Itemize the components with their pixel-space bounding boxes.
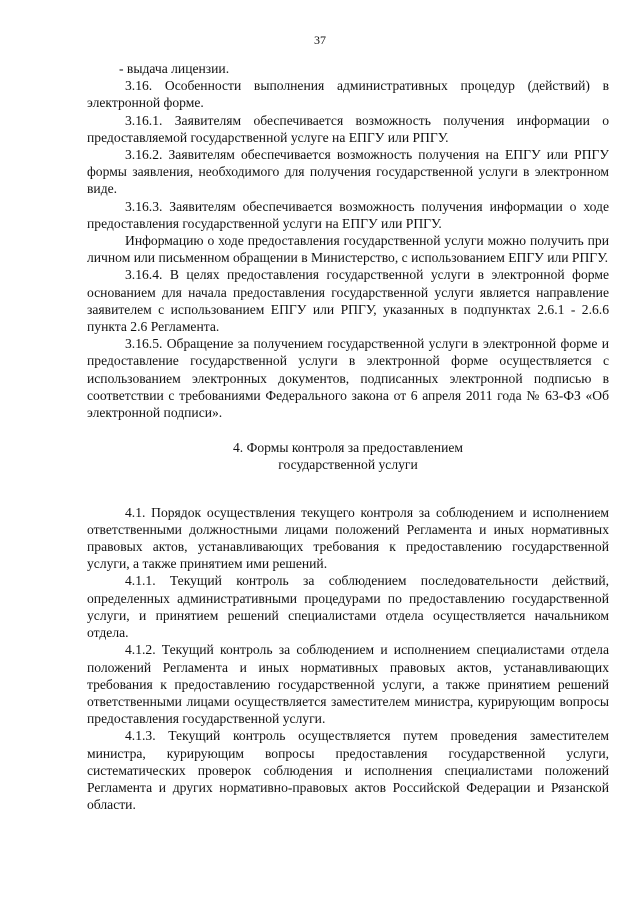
page-number: 37 (314, 33, 326, 47)
section-heading-line: государственной услуги (278, 457, 418, 473)
paragraph: - выдача лицензии. (119, 61, 230, 76)
paragraph: 4.1. Порядок осуществления текущего контроля за соблюдением и исполнением ответственными должностными лицами положений Регламента и иных нормативных правовых актов, устанавливающих требования к предоставлению государственной услуги, а также принятием ими решений. (87, 504, 609, 572)
document-body (87, 60, 609, 813)
section-heading (87, 439, 609, 473)
paragraph: 3.16.4. В целях предоставления государственной услуги в электронной форме основанием для начала предоставления государственной услуги является направление заявителем с использованием ЕПГУ или РПГУ, указанных в подпунктах 2.6.1 - 2.6.6 пункта 2.6 Регламента. (87, 267, 609, 335)
paragraph: 4.1.2. Текущий контроль за соблюдением и исполнением специалистами отдела положений Регламента и иных нормативных правовых актов, устанавливающих требования к предоставлению государственной услуги, а также принятием решений ответственными лицами осуществляется заместителем министра, курирующим вопросы предоставления государственной услуги. (87, 642, 609, 727)
section-heading-line: 4. Формы контроля за предоставлением (233, 440, 463, 456)
paragraph: 3.16.2. Заявителям обеспечивается возможность получения на ЕПГУ или РПГУ формы заявления, необходимого для получения государственной услуги в электронном виде. (87, 147, 609, 197)
paragraph: 4.1.3. Текущий контроль осуществляется путем проведения заместителем министра, курирующим вопросы предоставления государственной услуги, систематических проверок соблюдения и исполнения специалистами положений Регламента и других нормативно-правовых актов Российской Федерации и Рязанской области. (87, 728, 609, 813)
paragraph: 4.1.1. Текущий контроль за соблюдением последовательности действий, определенных административными процедурами по предоставлению государственной услуги, и принятием решений специалистами отдела осуществляется начальником отдела. (87, 573, 609, 641)
paragraph: 3.16.3. Заявителям обеспечивается возможность получения информации о ходе предоставления государственной услуги на ЕПГУ или РПГУ. (87, 198, 609, 231)
paragraph: 3.16.1. Заявителям обеспечивается возможность получения информации о предоставляемой государственной услуге на ЕПГУ или РПГУ. (87, 112, 609, 145)
paragraph: 3.16. Особенности выполнения административных процедур (действий) в электронной форме. (87, 78, 609, 111)
paragraph: Информацию о ходе предоставления государственной услуги можно получить при личном или письменном обращении в Министерство, с использованием ЕПГУ или РПГУ. (87, 233, 609, 266)
paragraph: 3.16.5. Обращение за получением государственной услуги в электронной форме и предоставление государственной услуги в электронной форме осуществляется с использованием электронных документов, подписанных электронной подписью в соответствии с требованиями Федерального закона от 6 апреля 2011 года № 63-ФЗ «Об электронной подписи». (87, 336, 609, 421)
